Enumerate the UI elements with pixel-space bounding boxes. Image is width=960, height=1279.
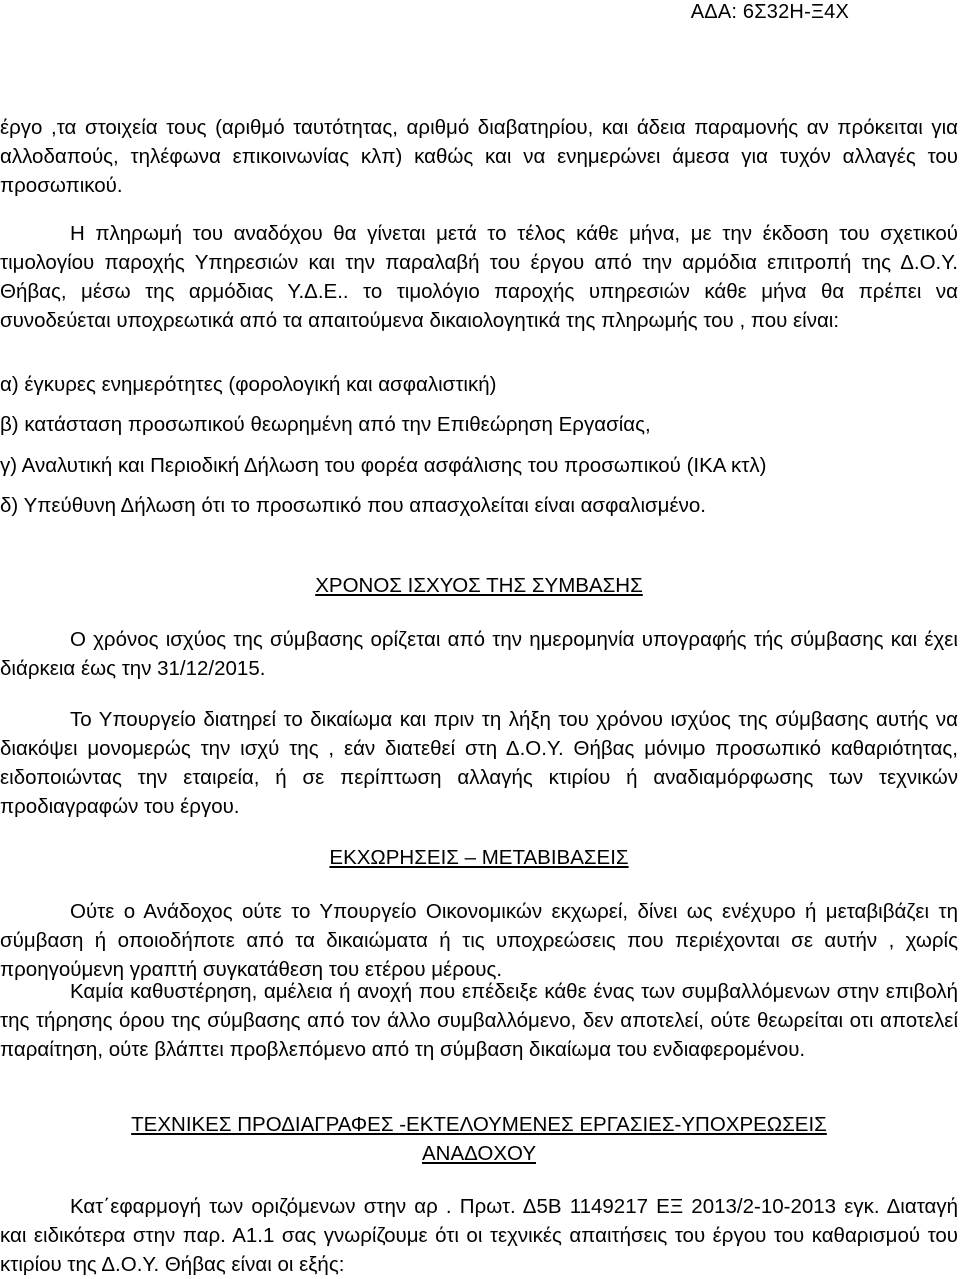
paragraph-termination: Το Υπουργείο διατηρεί το δικαίωμα και πριν τη λήξη του χρόνου ισχύος της σύμβασης αυτής να διακόψει μονομερώς την ισχύ της , εάν διατεθεί στη Δ.Ο.Υ. Θήβας μόνιμο προσωπικό καθαριότητας, ειδοποιώντας την εταιρεία, ή σε περίπτωση αλλαγής κτιρίου ή αναδιαμόρφωσης των τεχνικών προδιαγραφών του έργου. — [0, 708, 958, 818]
list-item-b: β) κατάσταση προσωπικού θεωρημένη από την Επιθεώρηση Εργασίας, — [0, 413, 651, 436]
list-item-d: δ) Υπεύθυνη Δήλωση ότι το προσωπικό που απασχολείται είναι ασφαλισμένο. — [0, 494, 706, 517]
paragraph-waiver: Καμία καθυστέρηση, αμέλεια ή ανοχή που επέδειξε κάθε ένας των συμβαλλόμενων στην επιβολή της τήρησης όρου της σύμβασης από τον άλλο συμβαλλόμενο, δεν αποτελεί, ούτε θεωρείται οτι αποτελεί παραίτηση, ούτε βλάπτει προβλεπόμενο από τη σύμβαση δικαίωμα του ενδιαφερομένου. — [0, 980, 958, 1061]
list-item-c: γ) Αναλυτική και Περιοδική Δήλωση του φορέα ασφάλισης του προσωπικού (ΙΚΑ κτλ) — [0, 454, 767, 477]
paragraph-duration: Ο χρόνος ισχύος της σύμβασης ορίζεται από την ημερομηνία υπογραφής τής σύμβασης και έχει διάρκεια έως την 31/12/2015. — [0, 628, 958, 680]
heading-assignments: ΕΚΧΩΡΗΣΕΙΣ – ΜΕΤΑΒΙΒΑΣΕΙΣ — [329, 846, 629, 869]
list-item-a: α) έγκυρες ενημερότητες (φορολογική και ασφαλιστική) — [0, 373, 497, 396]
paragraph-assignment: Ούτε ο Ανάδοχος ούτε το Υπουργείο Οικονομικών εκχωρεί, δίνει ως ενέχυρο ή μεταβιβάζει τη σύμβαση ή οποιοδήποτε από τα δικαιώματα ή τις υποχρεώσεις που περιέχονται σε αυτήν , χωρίς προηγούμενη γραπτή συγκατάθεση του ετέρου μέρους. — [0, 900, 958, 981]
paragraph-staff-details: έργο ,τα στοιχεία τους (αριθμό ταυτότητας, αριθμό διαβατηρίου, και άδεια παραμονής αν πρόκειται για αλλοδαπούς, τηλέφωνα επικοινωνίας κλπ) καθώς και να ενημερώνει άμεσα για τυχόν αλλαγές του προσωπικού. — [0, 116, 958, 197]
ada-code: ΑΔΑ: 6Σ32Η-Ξ4Χ — [690, 1, 849, 23]
heading-technical-specs-1: ΤΕΧΝΙΚΕΣ ΠΡΟΔΙΑΓΡΑΦΕΣ -ΕΚΤΕΛΟΥΜΕΝΕΣ ΕΡΓΑΣΙΕΣ-ΥΠΟΧΡΕΩΣΕΙΣ — [131, 1113, 827, 1136]
heading-technical-specs-2: ΑΝΑΔΟΧΟΥ — [422, 1142, 536, 1165]
paragraph-payment: Η πληρωμή του αναδόχου θα γίνεται μετά το τέλος κάθε μήνα, με την έκδοση του σχετικού τιμολογίου παροχής Υπηρεσιών και την παραλαβή του έργου από την αρμόδια επιτροπή της Δ.Ο.Υ. Θήβας, μέσω της αρμόδιας Υ.Δ.Ε.. το τιμολόγιο παροχής υπηρεσιών κάθε μήνα θα πρέπει να συνοδεύεται υποχρεωτικά από τα απαιτούμενα δικαιολογητικά της πληρωμής του , που είναι: — [0, 222, 958, 332]
paragraph-technical-requirements: Κατ΄εφαρμογή των οριζόμενων στην αρ . Πρωτ. Δ5Β 1149217 ΕΞ 2013/2-10-2013 εγκ. Διαταγή και ειδικότερα στην παρ. Α1.1 σας γνωρίζουμε ότι οι τεχνικές απαιτήσεις του έργου του καθαρισμού του κτιρίου της Δ.Ο.Υ. Θήβας είναι οι εξής: — [0, 1195, 958, 1276]
heading-contract-duration: ΧΡΟΝΟΣ ΙΣΧΥΟΣ ΤΗΣ ΣΥΜΒΑΣΗΣ — [315, 574, 643, 597]
